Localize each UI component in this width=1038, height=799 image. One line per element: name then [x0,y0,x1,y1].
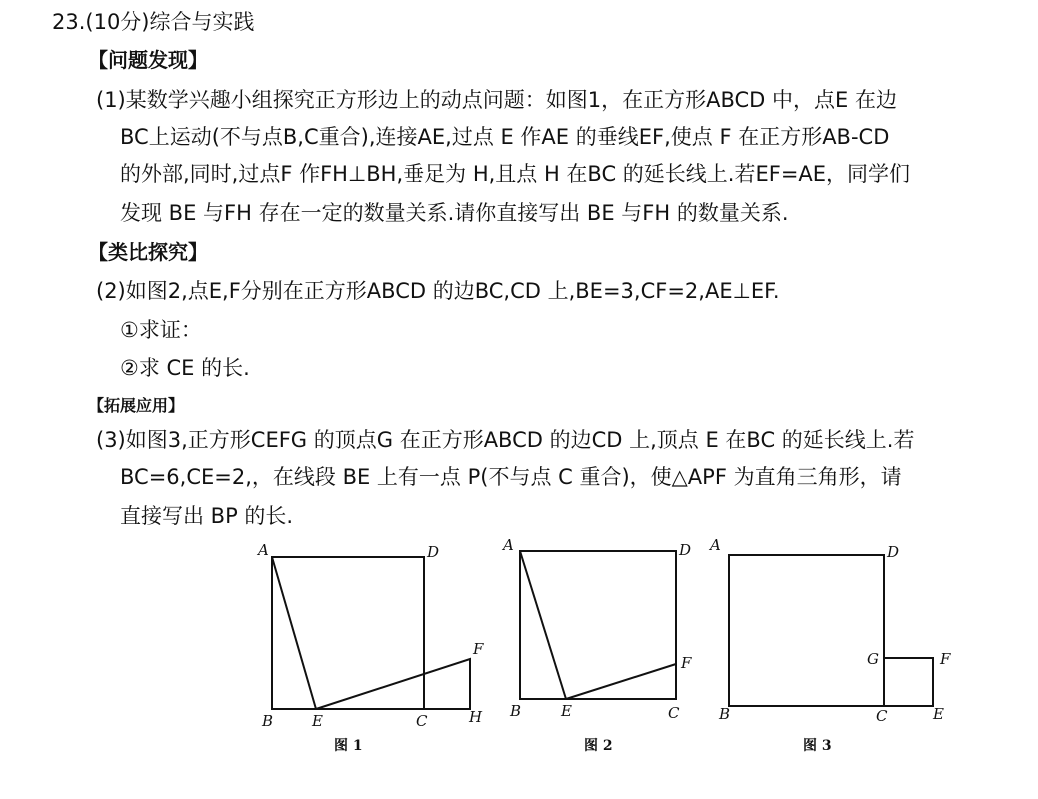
fig2-segment-ae [520,551,566,699]
question-title: 23.(10分)综合与实践 [52,10,255,34]
figure-2 [501,536,692,754]
fig3-square-cefg [884,658,933,706]
fig1-caption: 图 1 [334,738,363,754]
fig1-label-b: B [262,712,274,730]
fig3-caption: 图 3 [803,738,832,754]
fig3-label-f: F [940,650,951,668]
fig3-label-d: D [887,543,900,561]
fig1-segment-ae [272,557,316,709]
part1-line-2: BC上运动(不与点B,C重合),连接AE,过点 E 作AE 的垂线EF,使点 F 在正方形AB-CD [120,125,890,149]
part1-line-1: (1)某数学兴趣小组探究正方形边上的动点问题：如图1，在正方形ABCD 中，点E 在边 [96,88,897,112]
section-discovery: 【问题发现】 [88,48,208,72]
fig2-label-d: D [679,541,692,559]
section-analogy: 【类比探究】 [88,240,208,264]
part3-line-2: BC=6,CE=2,，在线段 BE 上有一点 P(不与点 C 重合)，使△APF 为直角三角形，请 [120,465,902,489]
fig3-label-b: B [719,705,731,723]
fig3-label-g: G [867,650,879,668]
part2-line-1: (2)如图2,点E,F分别在正方形ABCD 的边BC,CD 上,BE=3,CF=2,AE⊥EF. [96,279,780,303]
fig3-label-e: E [933,705,944,723]
fig2-label-e: E [561,702,572,720]
figures-area [0,530,1038,790]
fig2-label-a: A [503,536,514,554]
part1-line-4: 发现 BE 与FH 存在一定的数量关系.请你直接写出 BE 与FH 的数量关系. [120,201,789,225]
fig2-label-f: F [681,654,692,672]
fig2-caption: 图 2 [584,738,613,754]
fig1-label-e: E [312,712,323,730]
fig3-square-abcd [729,555,884,706]
part3-line-3: 直接写出 BP 的长. [120,504,294,528]
fig2-label-b: B [510,702,522,720]
figure-1 [256,541,484,754]
fig3-label-c: C [876,707,888,725]
part1-line-3: 的外部,同时,过点F 作FH⊥BH,垂足为 H,且点 H 在BC 的延长线上.若EF=AE，同学们 [120,162,911,186]
fig1-segment-ef-fh [316,659,470,709]
part2-line-2: ①求证： [120,318,202,342]
fig1-label-c: C [416,712,428,730]
figures-svg [0,530,1038,790]
fig1-label-a: A [258,541,269,559]
fig1-label-f: F [473,640,484,658]
part2-line-3: ②求 CE 的长. [120,356,250,380]
fig2-segment-ef [566,664,676,699]
fig1-label-d: D [427,543,440,561]
fig2-label-c: C [668,704,680,722]
figure-3 [708,536,951,754]
fig1-label-h: H [469,708,483,726]
fig3-label-a: A [710,536,721,554]
section-extension: 【拓展应用】 [88,396,185,415]
part3-line-1: (3)如图3,正方形CEFG 的顶点G 在正方形ABCD 的边CD 上,顶点 E 在BC 的延长线上.若 [96,428,915,452]
